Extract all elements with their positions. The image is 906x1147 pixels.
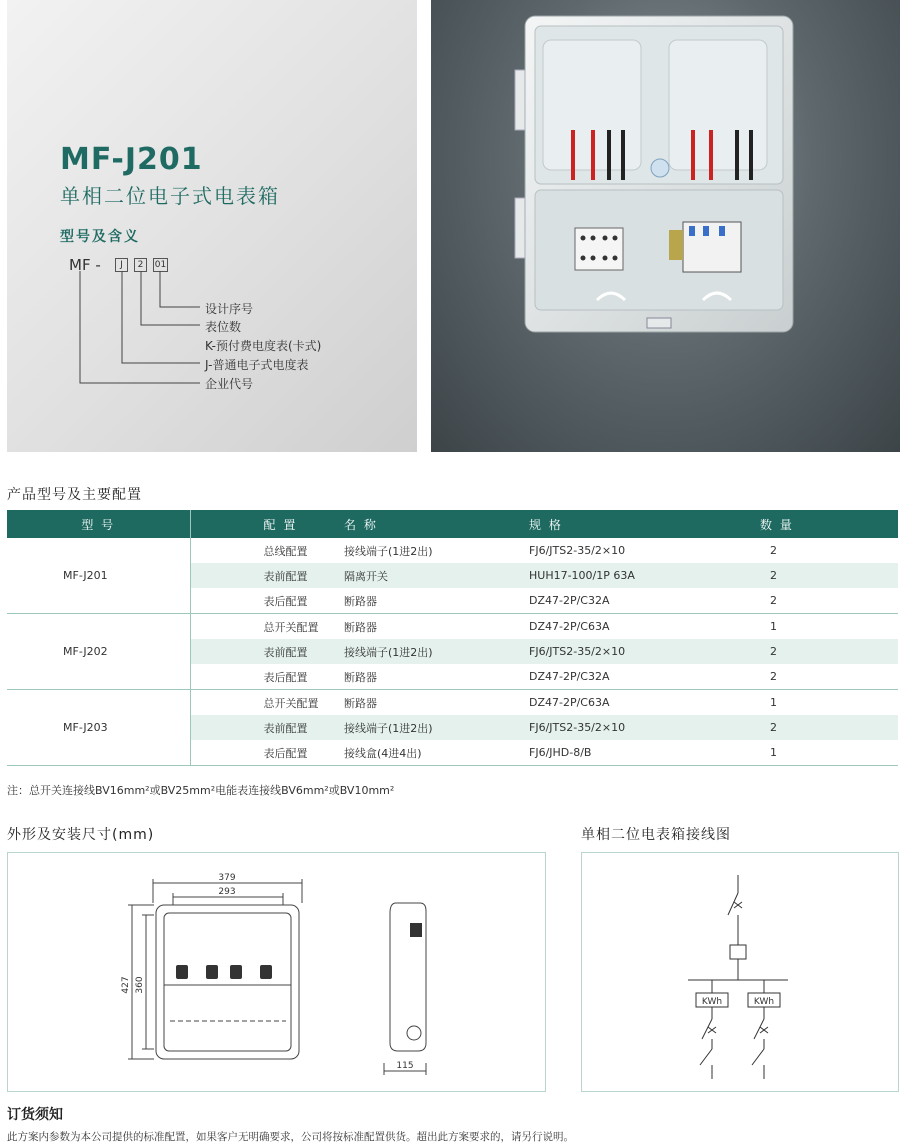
- model-legend-lines: [70, 270, 210, 390]
- config-section-title: 产品型号及主要配置: [7, 487, 142, 503]
- config-cell: 总开关配置: [263, 696, 319, 710]
- model-code-prefix: MF -: [69, 256, 101, 274]
- config-cell: 总线配置: [263, 544, 308, 558]
- dim-width-outer: 379: [218, 873, 236, 883]
- product-model-title: MF-J201: [60, 142, 203, 177]
- name-cell: 接线盒(4进4出): [344, 740, 529, 766]
- ordering-title: 订货须知: [7, 1107, 63, 1123]
- qty-cell: 1: [742, 740, 898, 766]
- legend-electronic: J-普通电子式电度表: [205, 358, 309, 372]
- qty-cell: 2: [742, 664, 898, 690]
- name-cell: 接线端子(1进2出): [344, 715, 529, 740]
- spec-cell: FJ6/JTS2-35/2×10: [529, 715, 742, 740]
- spec-cell: FJ6/JTS2-35/2×10: [529, 639, 742, 664]
- model-cell: MF-J201: [7, 538, 190, 614]
- header-qty: 数 量: [742, 510, 898, 538]
- legend-prepaid: K-预付费电度表(卡式): [205, 339, 322, 353]
- model-meaning-title: 型号及含义: [60, 229, 140, 245]
- spec-cell: DZ47-2P/C63A: [529, 620, 610, 633]
- kwh-meter-label-2: KWh: [753, 997, 775, 1007]
- name-cell: 断路器: [344, 664, 529, 690]
- dimensions-section-title: 外形及安装尺寸(mm): [7, 827, 155, 843]
- wiring-diagram-panel: [581, 852, 899, 1092]
- product-subtitle: 单相二位电子式电表箱: [60, 184, 280, 208]
- config-cell: 表后配置: [190, 664, 344, 690]
- model-cell: MF-J202: [7, 614, 190, 690]
- wiring-note: 注：总开关连接线BV16mm²或BV25mm²电能表连接线BV6mm²或BV10mm²: [7, 784, 395, 797]
- legend-company: 企业代号: [205, 377, 254, 391]
- name-cell: 断路器: [344, 588, 529, 614]
- kwh-meter-label-1: KWh: [701, 997, 723, 1007]
- wiring-section-title: 单相二位电表箱接线图: [581, 827, 731, 843]
- ordering-text: 此方案内参数为本公司提供的标准配置，如果客户无明确要求，公司将按标准配置供货。超出此方案要求的，请另行说明。: [7, 1131, 574, 1143]
- config-cell: 总开关配置: [263, 620, 319, 634]
- name-cell: 接线端子(1进2出): [344, 639, 529, 664]
- name-cell: 断路器: [344, 696, 377, 710]
- qty-cell: 2: [742, 563, 898, 588]
- qty-cell: 1: [770, 620, 777, 633]
- dimension-drawing: [8, 853, 545, 1091]
- header-spec: 规 格: [529, 510, 742, 538]
- table-row: [7, 538, 898, 563]
- legend-serial: 设计序号: [205, 302, 254, 316]
- spec-cell: HUH17-100/1P 63A: [529, 563, 742, 588]
- config-cell: 表前配置: [190, 639, 344, 664]
- wiring-diagram: [582, 853, 898, 1091]
- legend-positions: 表位数: [205, 320, 242, 334]
- name-cell: 接线端子(1进2出): [344, 544, 433, 558]
- product-photo: [431, 0, 900, 452]
- model-cell: MF-J203: [7, 690, 190, 766]
- dim-width-inner: 293: [218, 887, 236, 897]
- spec-cell: FJ6/JTS2-35/2×10: [529, 544, 626, 557]
- qty-cell: 2: [770, 544, 777, 557]
- spec-cell: DZ47-2P/C32A: [529, 664, 742, 690]
- name-cell: 隔离开关: [344, 563, 529, 588]
- dim-height-outer: 427: [121, 976, 131, 994]
- dim-depth: 115: [396, 1061, 414, 1071]
- header-model: 型 号: [7, 510, 190, 538]
- config-cell: 表后配置: [190, 740, 344, 766]
- meter-box-illustration: [431, 0, 900, 452]
- table-row: [7, 614, 898, 640]
- header-config: 配 置: [190, 510, 344, 538]
- config-table: [7, 510, 898, 766]
- dim-height-inner: 360: [135, 976, 145, 994]
- config-cell: 表后配置: [190, 588, 344, 614]
- code-box-type: J: [115, 258, 128, 272]
- spec-cell: DZ47-2P/C63A: [529, 696, 610, 709]
- qty-cell: 2: [742, 715, 898, 740]
- config-cell: 表前配置: [190, 715, 344, 740]
- dimension-drawing-panel: [7, 852, 546, 1092]
- header-name: 名 称: [344, 510, 529, 538]
- spec-cell: DZ47-2P/C32A: [529, 588, 742, 614]
- qty-cell: 1: [770, 696, 777, 709]
- table-row: [7, 690, 898, 716]
- qty-cell: 2: [742, 588, 898, 614]
- table-header-row: [7, 510, 898, 538]
- spec-cell: FJ6/JHD-8/B: [529, 740, 742, 766]
- code-box-serial: 01: [154, 260, 167, 270]
- name-cell: 断路器: [344, 620, 377, 634]
- config-cell: 表前配置: [190, 563, 344, 588]
- qty-cell: 2: [742, 639, 898, 664]
- code-box-positions: 2: [134, 258, 147, 272]
